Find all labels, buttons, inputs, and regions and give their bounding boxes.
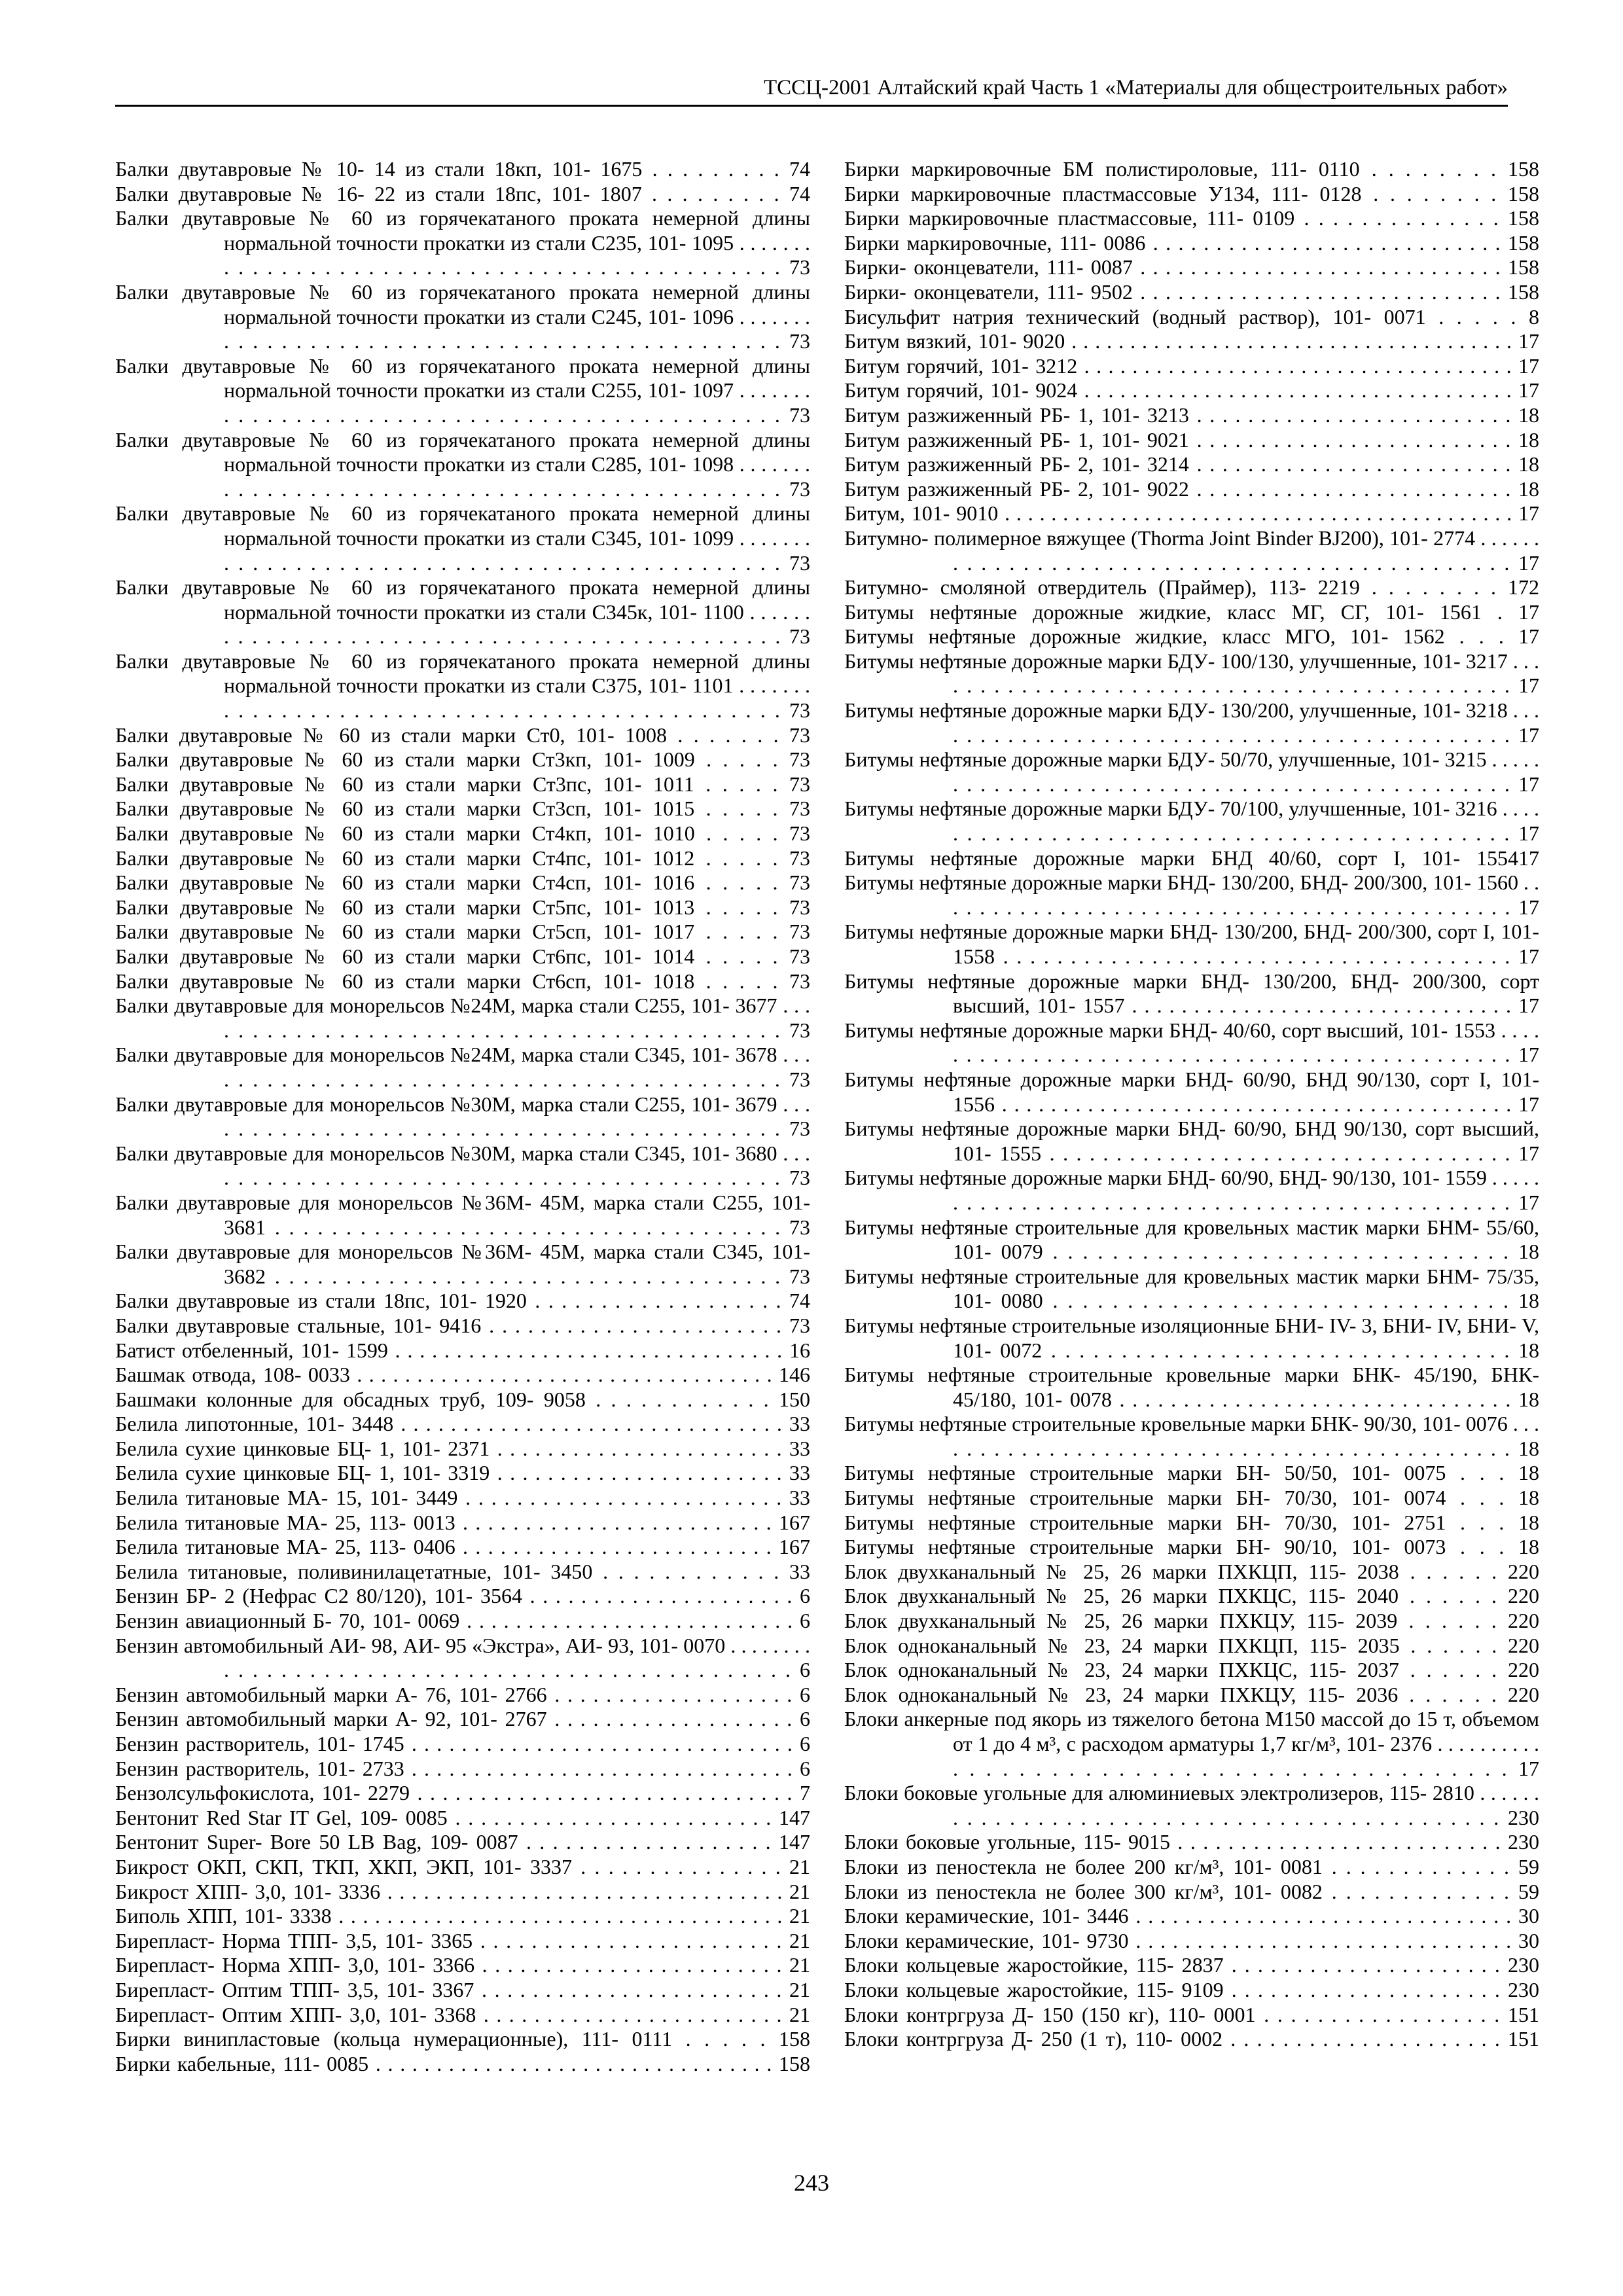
index-entry: Бисульфит натрия технический (водный раствор), 101- 0071 . . . . . 8 [844, 304, 1539, 329]
index-entry: Блоки керамические, 101- 3446 . . . . . . . . . . . . . . . . . . . . . . . . . . . . . . . 30 [844, 1904, 1539, 1928]
index-entry: Бензин автомобильный марки А- 76, 101- 2766 . . . . . . . . . . . . . . . . . . . 6 [115, 1682, 810, 1706]
index-entry: Битумно- полимерное вяжущее (Thorma Joint Binder BJ200), 101- 2774 . . . . . . . . . . . . . . . . . . . . . . . . . . . . . . . . . . . . . . . . . . . . . . 17 [844, 526, 1539, 575]
index-entry: Бензин растворитель, 101- 2733 . . . . . . . . . . . . . . . . . . . . . . . . . . . . . . . 6 [115, 1756, 810, 1780]
index-entry: Битумы нефтяные строительные кровельные марки БНК- 90/30, 101- 0076 . . . . . . . . . . . . . . . . . . . . . . . . . . . . . . . . . . . . . . . . . . . . 18 [844, 1412, 1539, 1460]
index-entry: Белила сухие цинковые БЦ- 1, 101- 3319 . . . . . . . . . . . . . . . . . . . . . . . 33 [115, 1461, 810, 1485]
index-entry: Бензин авиационный Б- 70, 101- 0069 . . . . . . . . . . . . . . . . . . . . . . . . . . . 6 [115, 1609, 810, 1633]
index-entry: Битумы нефтяные дорожные марки БДУ- 130/200, улучшенные, 101- 3218 . . . . . . . . . . . . . . . . . . . . . . . . . . . . . . . . . . . . . . . . . . . . 17 [844, 698, 1539, 747]
index-entry: Блоки из пеностекла не более 200 кг/м³, 101- 0081 . . . . . . . . . . . . . 59 [844, 1854, 1539, 1878]
index-entry: Битум разжиженный РБ- 2, 101- 9022 . . . . . . . . . . . . . . . . . . . . . . . . . 18 [844, 476, 1539, 501]
index-entry: Балки двутавровые № 16- 22 из стали 18пс, 101- 1807 . . . . . . . . . 74 [115, 181, 810, 206]
index-entry: Бирепласт- Норма ТПП- 3,5, 101- 3365 . . . . . . . . . . . . . . . . . . . . . . . . 21 [115, 1928, 810, 1952]
index-entry: Балки двутавровые № 60 из стали марки Ст6пс, 101- 1014 . . . . . 73 [115, 944, 810, 968]
index-entry: Бирки- оконцеватели, 111- 9502 . . . . . . . . . . . . . . . . . . . . . . . . . . . . . 158 [844, 279, 1539, 304]
index-entry: Битум горячий, 101- 9024 . . . . . . . . . . . . . . . . . . . . . . . . . . . . . . . . . . . . 17 [844, 378, 1539, 403]
index-entry: Бентонит Super- Bore 50 LB Bag, 109- 0087 . . . . . . . . . . . . . . . . . . . 147 [115, 1830, 810, 1854]
index-entry: Балки двутавровые № 60 из горячекатаного проката немерной длины нормальной точности прокатки из стали С285, 101- 1098 . . . . . . . . . . . . . . . . . . . . . . . . . . . . . . . . . . . . . . . . . . . . . . 73 [115, 427, 810, 501]
page-footer [0, 2169, 1623, 2197]
index-entry: Блок одноканальный № 23, 24 марки ПХКЦУ, 115- 2036 . . . . . . 220 [844, 1682, 1539, 1706]
index-entry: Бирепласт- Оптим ХПП- 3,0, 101- 3368 . . . . . . . . . . . . . . . . . . . . . . . . 21 [115, 2002, 810, 2026]
index-entry: Битумы нефтяные строительные марки БН- 50/50, 101- 0075 . . . 18 [844, 1461, 1539, 1485]
index-entry: Балки двутавровые № 60 из горячекатаного проката немерной длины нормальной точности прокатки из стали С375, 101- 1101 . . . . . . . . . . . . . . . . . . . . . . . . . . . . . . . . . . . . . . . . . . . . . . 73 [115, 649, 810, 723]
index-entry: Бензолсульфокислота, 101- 2279 . . . . . . . . . . . . . . . . . . . . . . . . . . . . . . 7 [115, 1781, 810, 1805]
index-entry: Битум разжиженный РБ- 2, 101- 3214 . . . . . . . . . . . . . . . . . . . . . . . . . 18 [844, 452, 1539, 476]
index-entry: Блок одноканальный № 23, 24 марки ПХКЦП, 115- 2035 . . . . . . 220 [844, 1633, 1539, 1657]
index-entry: Белила титановые МА- 15, 101- 3449 . . . . . . . . . . . . . . . . . . . . . . . . . 33 [115, 1486, 810, 1510]
index-entry: Балки двутавровые для монорельсов №36М- 45М, марка стали С345, 101- 3682 . . . . . . . . . . . . . . . . . . . . . . . . . . . . . . . . . . . . 73 [115, 1240, 810, 1288]
index-entry: Балки двутавровые № 60 из стали марки Ст6сп, 101- 1018 . . . . . 73 [115, 969, 810, 993]
index-entry: Белила липотонные, 101- 3448 . . . . . . . . . . . . . . . . . . . . . . . . . . . . . . . 33 [115, 1412, 810, 1436]
index-entry: Битумно- смоляной отвердитель (Праймер), 113- 2219 . . . . . . . . 172 [844, 575, 1539, 600]
index-entry: Бензин БР- 2 (Нефрас С2 80/120), 101- 3564 . . . . . . . . . . . . . . . . . . . . . 6 [115, 1584, 810, 1608]
index-entry: Балки двутавровые № 60 из горячекатаного проката немерной длины нормальной точности прокатки из стали С235, 101- 1095 . . . . . . . . . . . . . . . . . . . . . . . . . . . . . . . . . . . . . . . . . . . . . . 73 [115, 206, 810, 279]
index-entry: Битум, 101- 9010 . . . . . . . . . . . . . . . . . . . . . . . . . . . . . . . . . . . . . . . . . . . . 17 [844, 501, 1539, 526]
index-entry: Бензин автомобильный марки А- 92, 101- 2767 . . . . . . . . . . . . . . . . . . . 6 [115, 1707, 810, 1731]
index-entry: Битумы нефтяные дорожные марки БНД- 60/90, БНД 90/130, сорт I, 101- 1556 . . . . . . . . . . . . . . . . . . . . . . . . . . . . . . . . . . . . . . . . . . 17 [844, 1067, 1539, 1116]
index-entry: Битум вязкий, 101- 9020 . . . . . . . . . . . . . . . . . . . . . . . . . . . . . . . . . . . . . . 17 [844, 329, 1539, 353]
index-entry: Блоки керамические, 101- 9730 . . . . . . . . . . . . . . . . . . . . . . . . . . . . . . . 30 [844, 1928, 1539, 1952]
index-entry: Батист отбеленный, 101- 1599 . . . . . . . . . . . . . . . . . . . . . . . . . . . . . . . . 16 [115, 1338, 810, 1362]
index-entry: Битумы нефтяные дорожные жидкие, класс МГ, СГ, 101- 1561 . 17 [844, 600, 1539, 624]
index-entry: Балки двутавровые № 60 из стали марки Ст0, 101- 1008 . . . . . . . 73 [115, 723, 810, 747]
index-entry: Бикрост ОКП, СКП, ТКП, ХКП, ЭКП, 101- 3337 . . . . . . . . . . . . . . . 21 [115, 1854, 810, 1878]
index-entry: Бирки- оконцеватели, 111- 0087 . . . . . . . . . . . . . . . . . . . . . . . . . . . . . 158 [844, 255, 1539, 279]
index-entry: Битумы нефтяные строительные для кровельных мастик марки БНМ- 55/60, 101- 0079 . . . . . . . . . . . . . . . . . . . . . . . . . . . . . . . 18 [844, 1215, 1539, 1264]
index-entry: Битумы нефтяные строительные марки БН- 90/10, 101- 0073 . . . 18 [844, 1535, 1539, 1559]
index-entry: Бирки кабельные, 111- 0085 . . . . . . . . . . . . . . . . . . . . . . . . . . . . . . . . . 158 [115, 2051, 810, 2075]
index-entry: Блок двухканальный № 25, 26 марки ПХКЦП, 115- 2038 . . . . . . 220 [844, 1559, 1539, 1583]
index-entry: Балки двутавровые для монорельсов №30М, марка стали С255, 101- 3679 . . . . . . . . . . . . . . . . . . . . . . . . . . . . . . . . . . . . . . . . . . 73 [115, 1092, 810, 1141]
index-entry: Битумы нефтяные строительные марки БН- 70/30, 101- 0074 . . . 18 [844, 1486, 1539, 1510]
index-column-right [844, 157, 1539, 2052]
index-entry: Бирки маркировочные пластмассовые, 111- 0109 . . . . . . . . . . . . . . 158 [844, 206, 1539, 230]
index-entry: Блок двухканальный № 25, 26 марки ПХКЦС, 115- 2040 . . . . . . 220 [844, 1584, 1539, 1608]
index-entry: Бирки маркировочные, 111- 0086 . . . . . . . . . . . . . . . . . . . . . . . . . . . . 158 [844, 230, 1539, 255]
index-entry: Битумы нефтяные дорожные жидкие, класс МГО, 101- 1562 . . . 17 [844, 624, 1539, 649]
index-entry: Бирки маркировочные БМ полистироловые, 111- 0110 . . . . . . . . 158 [844, 157, 1539, 181]
index-entry: Бирки винипластовые (кольца нумерационные), 111- 0111 . . . . . 158 [115, 2027, 810, 2051]
index-entry: Битумы нефтяные дорожные марки БНД- 40/60, сорт высший, 101- 1553 . . . . . . . . . . . . . . . . . . . . . . . . . . . . . . . . . . . . . . . . . . . . . . 17 [844, 1018, 1539, 1067]
index-entry: Битумы нефтяные строительные для кровельных мастик марки БНМ- 75/35, 101- 0080 . . . . . . . . . . . . . . . . . . . . . . . . . . . . . . . 18 [844, 1264, 1539, 1313]
index-entry: Балки двутавровые № 60 из стали марки Ст3сп, 101- 1015 . . . . . 73 [115, 797, 810, 821]
index-entry: Бензин автомобильный АИ- 98, АИ- 95 «Экстра», АИ- 93, 101- 0070 . . . . . . . . . . . . . . . . . . . . . . . . . . . . . . . . . . . . . . . . . . . . . . . . 6 [115, 1633, 810, 1682]
index-column-left [115, 157, 810, 2076]
index-entry: Белила титановые, поливинилацетатные, 101- 3450 . . . . . . . . . . . . 33 [115, 1559, 810, 1583]
index-entry: Битумы нефтяные строительные кровельные марки БНК- 45/190, БНК- 45/180, 101- 0078 . . . . . . . . . . . . . . . . . . . . . . . . . . . . . . . 18 [844, 1363, 1539, 1411]
index-entry: Башмак отвода, 108- 0033 . . . . . . . . . . . . . . . . . . . . . . . . . . . . . . . . . . . 146 [115, 1363, 810, 1387]
index-entry: Башмаки колонные для обсадных труб, 109- 9058 . . . . . . . . . . . . 150 [115, 1387, 810, 1411]
index-entry: Балки двутавровые № 60 из стали марки Ст4пс, 101- 1012 . . . . . 73 [115, 846, 810, 870]
index-entry: Битум разжиженный РБ- 1, 101- 9021 . . . . . . . . . . . . . . . . . . . . . . . . . 18 [844, 427, 1539, 452]
index-entry: Бирепласт- Норма ХПП- 3,0, 101- 3366 . . . . . . . . . . . . . . . . . . . . . . . . 21 [115, 1953, 810, 1977]
index-entry: Блоки кольцевые жаростойкие, 115- 9109 . . . . . . . . . . . . . . . . . . . . . 230 [844, 1977, 1539, 2001]
index-entry: Балки двутавровые для монорельсов №24М, марка стали С345, 101- 3678 . . . . . . . . . . . . . . . . . . . . . . . . . . . . . . . . . . . . . . . . . . 73 [115, 1043, 810, 1091]
index-entry: Битумы нефтяные дорожные марки БНД- 130/200, БНД- 200/300, сорт I, 101- 1558 . . . . . . . . . . . . . . . . . . . . . . . . . . . . . . . . . . . . . . 17 [844, 920, 1539, 968]
index-entry: Балки двутавровые № 60 из стали марки Ст3кп, 101- 1009 . . . . . 73 [115, 747, 810, 772]
index-entry: Бикрост ХПП- 3,0, 101- 3336 . . . . . . . . . . . . . . . . . . . . . . . . . . . . . . . . . 21 [115, 1879, 810, 1903]
header-title: ТССЦ-2001 Алтайский край Часть 1 «Материалы для общестроительных работ» [763, 76, 1508, 99]
index-entry: Балки двутавровые № 60 из горячекатаного проката немерной длины нормальной точности прокатки из стали С345, 101- 1099 . . . . . . . . . . . . . . . . . . . . . . . . . . . . . . . . . . . . . . . . . . . . . . 73 [115, 501, 810, 575]
index-entry: Блоки контргруза Д- 150 (150 кг), 110- 0001 . . . . . . . . . . . . . . . . . . 151 [844, 2002, 1539, 2026]
index-entry: Балки двутавровые для монорельсов №36М- 45М, марка стали С255, 101- 3681 . . . . . . . . . . . . . . . . . . . . . . . . . . . . . . . . . . . . 73 [115, 1190, 810, 1239]
index-entry: Блоки контргруза Д- 250 (1 т), 110- 0002 . . . . . . . . . . . . . . . . . . . . . 151 [844, 2027, 1539, 2051]
index-entry: Биполь ХПП, 101- 3338 . . . . . . . . . . . . . . . . . . . . . . . . . . . . . . . . . . . . . 21 [115, 1904, 810, 1928]
page-number: 243 [794, 2170, 829, 2196]
index-entry: Битумы нефтяные дорожные марки БНД- 60/90, БНД 90/130, сорт высший, 101- 1555 . . . . . . . . . . . . . . . . . . . . . . . . . . . . . . . . . . . 17 [844, 1117, 1539, 1165]
index-entry: Битумы нефтяные дорожные марки БНД- 130/200, БНД- 200/300, 101- 1560 . . . . . . . . . . . . . . . . . . . . . . . . . . . . . . . . . . . . . . . . . . . . 17 [844, 870, 1539, 919]
index-entry: Битумы нефтяные дорожные марки БНД 40/60, сорт I, 101- 155417 [844, 846, 1539, 870]
index-entry: Белила сухие цинковые БЦ- 1, 101- 2371 . . . . . . . . . . . . . . . . . . . . . . . 33 [115, 1436, 810, 1460]
index-entry: Бензин растворитель, 101- 1745 . . . . . . . . . . . . . . . . . . . . . . . . . . . . . . . 6 [115, 1732, 810, 1755]
index-entry: Бирки маркировочные пластмассовые У134, 111- 0128 . . . . . . . . 158 [844, 181, 1539, 206]
index-entry: Битумы нефтяные дорожные марки БДУ- 50/70, улучшенные, 101- 3215 . . . . . . . . . . . . . . . . . . . . . . . . . . . . . . . . . . . . . . . . . . . . . . 17 [844, 747, 1539, 796]
index-entry: Блоки боковые угольные для алюминиевых электролизеров, 115- 2810 . . . . . . . . . . . . . . . . . . . . . . . . . . . . . . . . . . . . . . . . . . . . . 230 [844, 1781, 1539, 1829]
index-entry: Балки двутавровые для монорельсов №24М, марка стали С255, 101- 3677 . . . . . . . . . . . . . . . . . . . . . . . . . . . . . . . . . . . . . . . . . . 73 [115, 994, 810, 1042]
index-entry: Балки двутавровые № 60 из стали марки Ст5сп, 101- 1017 . . . . . 73 [115, 920, 810, 944]
index-entry: Битумы нефтяные строительные марки БН- 70/30, 101- 2751 . . . 18 [844, 1510, 1539, 1534]
index-entry: Балки двутавровые № 60 из стали марки Ст3пс, 101- 1011 . . . . . 73 [115, 772, 810, 796]
index-entry: Битум разжиженный РБ- 1, 101- 3213 . . . . . . . . . . . . . . . . . . . . . . . . . 18 [844, 403, 1539, 427]
index-entry: Балки двутавровые № 60 из горячекатаного проката немерной длины нормальной точности прокатки из стали С345к, 101- 1100 . . . . . . . . . . . . . . . . . . . . . . . . . . . . . . . . . . . . . . . . . . . . . . 73 [115, 575, 810, 649]
index-entry: Битумы нефтяные дорожные марки БДУ- 100/130, улучшенные, 101- 3217 . . . . . . . . . . . . . . . . . . . . . . . . . . . . . . . . . . . . . . . . . . . . 17 [844, 649, 1539, 698]
running-header [115, 71, 1508, 107]
index-entry: Битумы нефтяные дорожные марки БДУ- 70/100, улучшенные, 101- 3216 . . . . . . . . . . . . . . . . . . . . . . . . . . . . . . . . . . . . . . . . . . . . 17 [844, 797, 1539, 846]
index-entry: Блоки из пеностекла не более 300 кг/м³, 101- 0082 . . . . . . . . . . . . . 59 [844, 1879, 1539, 1903]
index-entry: Балки двутавровые из стали 18пс, 101- 1920 . . . . . . . . . . . . . . . . . . . 74 [115, 1289, 810, 1313]
index-entry: Битумы нефтяные дорожные марки БНД- 60/90, БНД- 90/130, 101- 1559 . . . . . . . . . . . . . . . . . . . . . . . . . . . . . . . . . . . . . . . . . . . . . . 17 [844, 1166, 1539, 1214]
index-entry: Балки двутавровые № 60 из горячекатаного проката немерной длины нормальной точности прокатки из стали С245, 101- 1096 . . . . . . . . . . . . . . . . . . . . . . . . . . . . . . . . . . . . . . . . . . . . . . 73 [115, 279, 810, 353]
index-entry: Балки двутавровые стальные, 101- 9416 . . . . . . . . . . . . . . . . . . . . . . . 73 [115, 1313, 810, 1337]
index-entry: Балки двутавровые № 60 из стали марки Ст4кп, 101- 1010 . . . . . 73 [115, 821, 810, 846]
index-entry: Балки двутавровые № 60 из стали марки Ст4сп, 101- 1016 . . . . . 73 [115, 870, 810, 895]
index-entry: Блок двухканальный № 25, 26 марки ПХКЦУ, 115- 2039 . . . . . . 220 [844, 1609, 1539, 1633]
index-entry: Блоки анкерные под якорь из тяжелого бетона М150 массой до 15 т, объемом от 1 до 4 м³, с расходом арматуры 1,7 кг/м³, 101- 2376 . . . . . . . . . . . . . . . . . . . . . . . . . . . . . . . . . . . . . . . . . . . . 17 [844, 1707, 1539, 1780]
index-entry: Битумы нефтяные строительные изоляционные БНИ- IV- 3, БНИ- IV, БНИ- V, 101- 0072 . . . . . . . . . . . . . . . . . . . . . . . . . . . . . . . . . 18 [844, 1313, 1539, 1362]
index-entry: Блоки кольцевые жаростойкие, 115- 2837 . . . . . . . . . . . . . . . . . . . . . 230 [844, 1953, 1539, 1977]
index-entry: Белила титановые МА- 25, 113- 0013 . . . . . . . . . . . . . . . . . . . . . . . . . 167 [115, 1510, 810, 1534]
index-entry: Бентонит Red Star IT Gel, 109- 0085 . . . . . . . . . . . . . . . . . . . . . . . . . 147 [115, 1805, 810, 1829]
index-entry: Блок одноканальный № 23, 24 марки ПХКЦС, 115- 2037 . . . . . . 220 [844, 1658, 1539, 1682]
index-entry: Балки двутавровые № 60 из горячекатаного проката немерной длины нормальной точности прокатки из стали С255, 101- 1097 . . . . . . . . . . . . . . . . . . . . . . . . . . . . . . . . . . . . . . . . . . . . . . 73 [115, 353, 810, 427]
index-entry: Битумы нефтяные дорожные марки БНД- 130/200, БНД- 200/300, сорт высший, 101- 1557 . . . . . . . . . . . . . . . . . . . . . . . . . . . . . . . 17 [844, 969, 1539, 1018]
index-entry: Блоки боковые угольные, 115- 9015 . . . . . . . . . . . . . . . . . . . . . . . . . . 230 [844, 1830, 1539, 1854]
index-entry: Бирепласт- Оптим ТПП- 3,5, 101- 3367 . . . . . . . . . . . . . . . . . . . . . . . . 21 [115, 1977, 810, 2001]
index-entry: Битум горячий, 101- 3212 . . . . . . . . . . . . . . . . . . . . . . . . . . . . . . . . . . . . 17 [844, 353, 1539, 378]
index-entry: Балки двутавровые № 10- 14 из стали 18кп, 101- 1675 . . . . . . . . . 74 [115, 157, 810, 181]
index-entry: Балки двутавровые для монорельсов №30М, марка стали С345, 101- 3680 . . . . . . . . . . . . . . . . . . . . . . . . . . . . . . . . . . . . . . . . . . 73 [115, 1141, 810, 1190]
index-entry: Белила титановые МА- 25, 113- 0406 . . . . . . . . . . . . . . . . . . . . . . . . . 167 [115, 1535, 810, 1559]
index-entry: Балки двутавровые № 60 из стали марки Ст5пс, 101- 1013 . . . . . 73 [115, 895, 810, 919]
